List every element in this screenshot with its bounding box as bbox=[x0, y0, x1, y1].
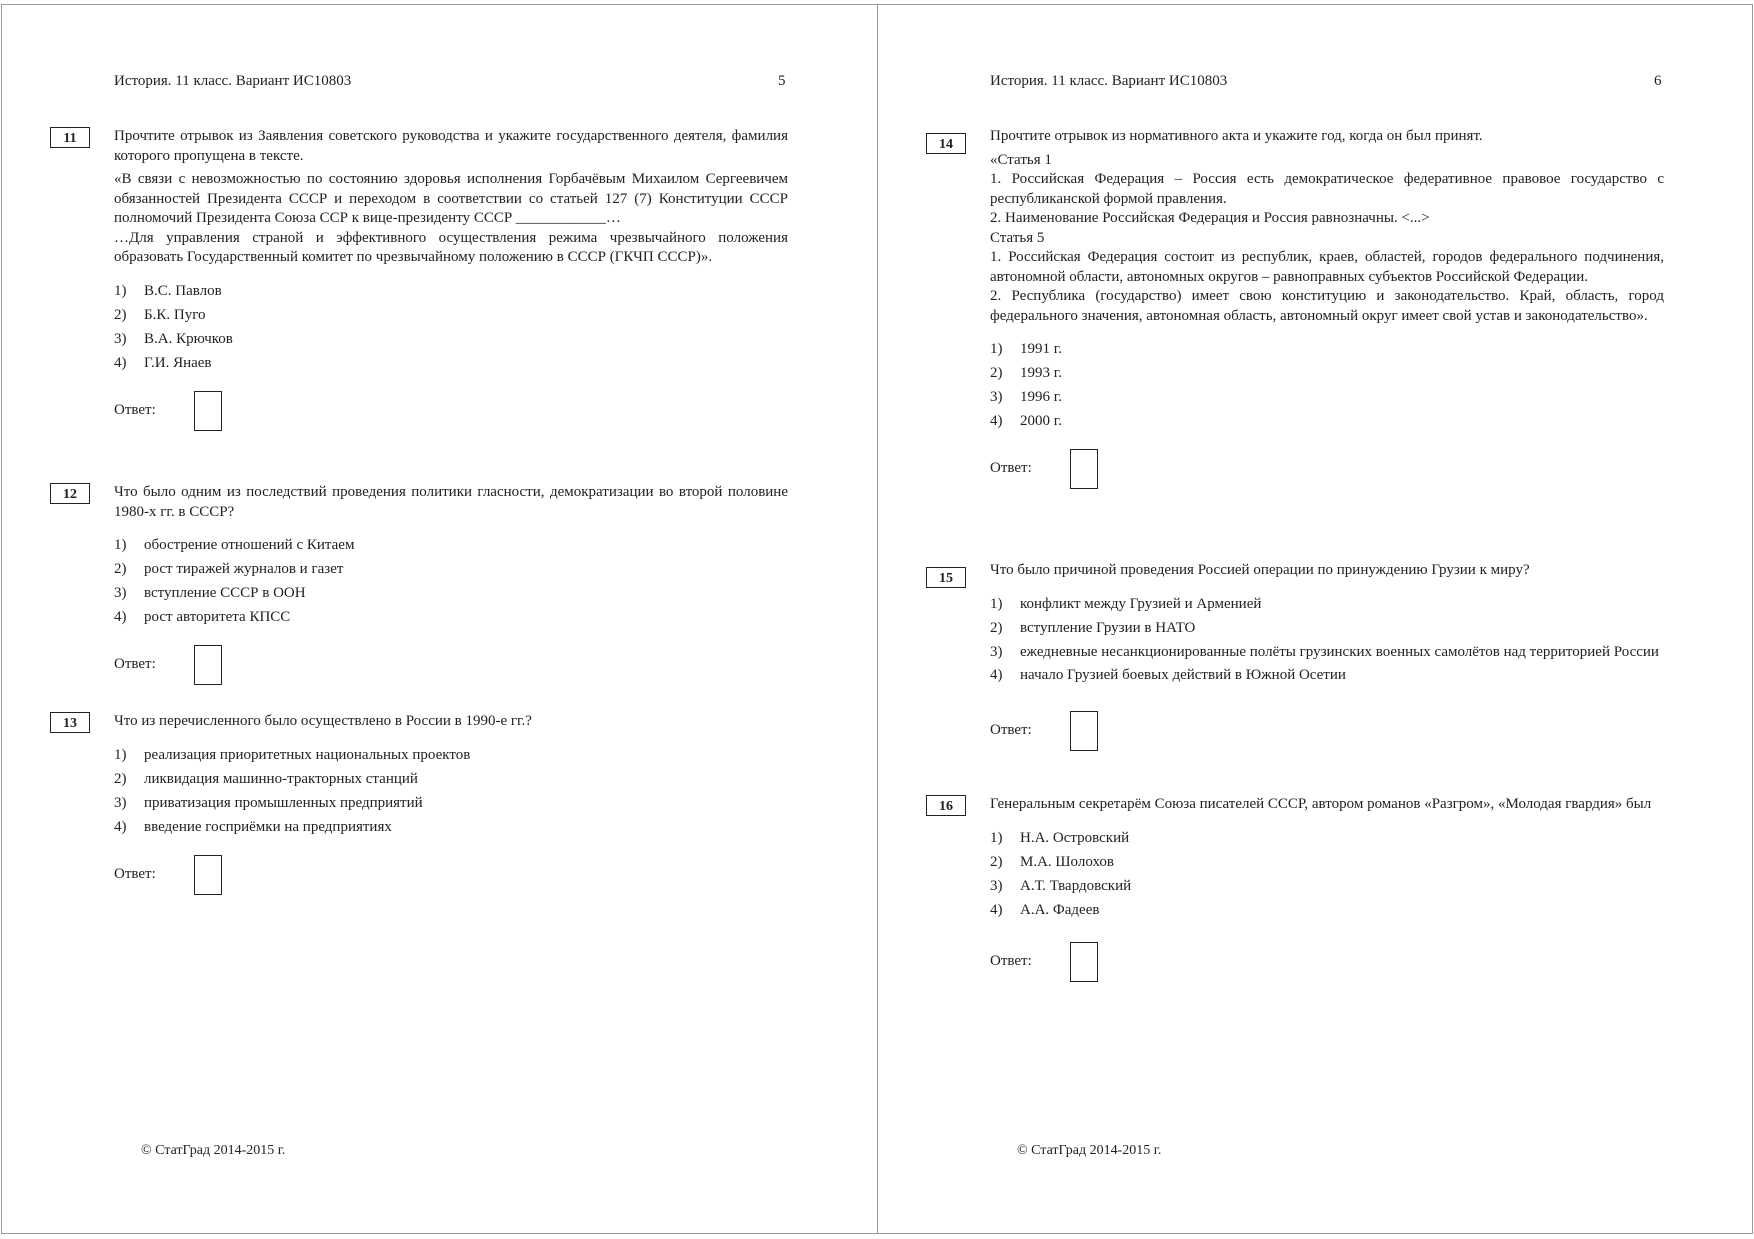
answer-box[interactable] bbox=[194, 855, 222, 895]
right-page bbox=[877, 4, 1753, 1234]
option-text: начало Грузией боевых действий в Южной Осетии bbox=[1020, 667, 1346, 684]
answer-label: Ответ: bbox=[114, 656, 156, 673]
option-text: вступление Грузии в НАТО bbox=[1020, 619, 1196, 636]
option-number: 3) bbox=[990, 877, 1003, 894]
answer-label: Ответ: bbox=[114, 401, 156, 418]
task-question: Генеральным секретарём Союза писателей СССР, автором романов «Разгром», «Молодая гвардия» был bbox=[990, 796, 1652, 812]
answer-label: Ответ: bbox=[114, 865, 156, 882]
task-number-badge: 13 bbox=[50, 712, 90, 733]
task-15 bbox=[939, 561, 1664, 752]
answer-option bbox=[990, 386, 1664, 410]
option-text: конфликт между Грузией и Арменией bbox=[1020, 595, 1262, 612]
option-text: Н.А. Островский bbox=[1020, 829, 1130, 846]
option-text: Г.И. Янаев bbox=[144, 354, 212, 371]
task-number-badge: 12 bbox=[50, 483, 90, 504]
answer-option bbox=[990, 593, 1664, 617]
answer-option bbox=[114, 816, 788, 840]
option-text: реализация приоритетных национальных проектов bbox=[144, 746, 471, 763]
option-number: 2) bbox=[114, 561, 127, 578]
option-text: ежедневные несанкционированные полёты грузинских военных самолётов над территорией России bbox=[1020, 643, 1659, 660]
answer-option bbox=[990, 899, 1664, 923]
option-number: 4) bbox=[990, 901, 1003, 918]
answer-options bbox=[990, 827, 1664, 923]
option-text: В.С. Павлов bbox=[144, 282, 222, 299]
option-text: А.Т. Твардовский bbox=[1020, 877, 1132, 894]
law-paragraph: 2. Республика (государство) имеет свою конституцию и законодательство. Край, область, город федерального значения, автономная область, автономный округ имеет свой устав и законодательство». bbox=[990, 288, 1664, 324]
option-text: М.А. Шолохов bbox=[1020, 853, 1114, 870]
task-12 bbox=[63, 483, 788, 686]
option-text: А.А. Фадеев bbox=[1020, 901, 1100, 918]
option-number: 4) bbox=[114, 609, 127, 626]
option-number: 4) bbox=[990, 667, 1003, 684]
task-11 bbox=[63, 127, 788, 432]
task-question: Прочтите отрывок из нормативного акта и укажите год, когда он был принят. bbox=[990, 128, 1483, 144]
option-number: 4) bbox=[990, 413, 1003, 430]
task-number-badge: 11 bbox=[50, 127, 90, 148]
option-number: 1) bbox=[114, 746, 127, 763]
answer-options bbox=[114, 534, 788, 630]
answer-option bbox=[990, 362, 1664, 386]
answer-options bbox=[114, 280, 788, 376]
answer-option bbox=[990, 338, 1664, 362]
option-number: 3) bbox=[114, 330, 127, 347]
option-text: 1996 г. bbox=[1020, 389, 1062, 406]
answer-row bbox=[114, 644, 788, 686]
answer-label: Ответ: bbox=[990, 722, 1032, 739]
answer-option bbox=[990, 827, 1664, 851]
answer-row bbox=[990, 448, 1664, 490]
answer-option bbox=[114, 558, 788, 582]
answer-option bbox=[114, 606, 788, 630]
answer-option bbox=[114, 328, 788, 352]
option-number: 2) bbox=[114, 306, 127, 323]
task-14 bbox=[939, 127, 1664, 490]
answer-option bbox=[990, 617, 1664, 641]
answer-option bbox=[990, 410, 1664, 434]
option-number: 1) bbox=[990, 829, 1003, 846]
option-text: вступление СССР в ООН bbox=[144, 585, 306, 602]
task-number-badge: 16 bbox=[926, 795, 966, 816]
option-text: 2000 г. bbox=[1020, 413, 1062, 430]
answer-option bbox=[114, 534, 788, 558]
option-text: обострение отношений с Китаем bbox=[144, 537, 355, 554]
answer-row bbox=[114, 854, 788, 896]
answer-box[interactable] bbox=[1070, 711, 1098, 751]
option-text: рост авторитета КПСС bbox=[144, 609, 291, 626]
answer-box[interactable] bbox=[1070, 942, 1098, 982]
page-number: 6 bbox=[1654, 73, 1662, 89]
page-footer: © СтатГрад 2014-2015 г. bbox=[141, 1143, 286, 1158]
task-number-badge: 14 bbox=[926, 133, 966, 154]
option-text: Б.К. Пуго bbox=[144, 306, 206, 323]
option-number: 3) bbox=[990, 643, 1003, 660]
answer-box[interactable] bbox=[194, 391, 222, 431]
answer-option bbox=[990, 851, 1664, 875]
answer-option bbox=[114, 280, 788, 304]
option-number: 1) bbox=[990, 341, 1003, 358]
answer-option bbox=[990, 664, 1664, 688]
answer-option bbox=[114, 352, 788, 376]
task-13 bbox=[63, 712, 788, 896]
option-number: 3) bbox=[990, 389, 1003, 406]
answer-option bbox=[114, 768, 788, 792]
answer-options bbox=[990, 338, 1664, 434]
option-number: 1) bbox=[114, 537, 127, 554]
task-question: Что было причиной проведения Россией операции по принуждению Грузии к миру? bbox=[990, 562, 1530, 578]
option-text: ликвидация машинно-тракторных станций bbox=[144, 770, 418, 787]
law-paragraph: 2. Наименование Российская Федерация и Россия равнозначны. <...> bbox=[990, 210, 1430, 226]
option-text: 1991 г. bbox=[1020, 341, 1062, 358]
option-text: введение госприёмки на предприятиях bbox=[144, 818, 392, 835]
law-paragraph: 1. Российская Федерация – Россия есть демократическое федеративное правовое государство с республиканской формой правления. bbox=[990, 171, 1664, 207]
option-number: 1) bbox=[990, 595, 1003, 612]
answer-row bbox=[114, 390, 788, 432]
page-header-title: История. 11 класс. Вариант ИС10803 bbox=[114, 73, 352, 89]
answer-option bbox=[114, 744, 788, 768]
answer-row bbox=[990, 710, 1664, 752]
answer-options bbox=[990, 593, 1664, 689]
option-text: приватизация промышленных предприятий bbox=[144, 794, 423, 811]
option-number: 2) bbox=[990, 619, 1003, 636]
quote-paragraph: …Для управления страной и эффективного осуществления режима чрезвычайного положения образовать Государственный комитет по чрезвычайному положению в СССР (ГКЧП СССР)». bbox=[114, 229, 788, 265]
answer-row bbox=[990, 941, 1664, 983]
option-text: В.А. Крючков bbox=[144, 330, 233, 347]
answer-option bbox=[990, 641, 1664, 665]
option-text: рост тиражей журналов и газет bbox=[144, 561, 344, 578]
answer-options bbox=[114, 744, 788, 840]
option-text: 1993 г. bbox=[1020, 365, 1062, 382]
option-number: 2) bbox=[990, 853, 1003, 870]
answer-option bbox=[114, 304, 788, 328]
answer-option bbox=[990, 875, 1664, 899]
answer-option bbox=[114, 792, 788, 816]
answer-option bbox=[114, 582, 788, 606]
option-number: 1) bbox=[114, 282, 127, 299]
task-16 bbox=[939, 795, 1664, 983]
left-page bbox=[1, 4, 878, 1234]
task-question: Что из перечисленного было осуществлено в России в 1990-е гг.? bbox=[114, 713, 532, 729]
option-number: 4) bbox=[114, 818, 127, 835]
option-number: 3) bbox=[114, 585, 127, 602]
task-question: Прочтите отрывок из Заявления советского руководства и укажите государственного деятеля, фамилия которого пропущена в тексте. bbox=[114, 128, 788, 164]
quote-paragraph: «В связи с невозможностью по состоянию здоровья исполнения Горбачёвым Михаилом Сергеевичем обязанностей Президента СССР и переходом в соответствии со статьей 127 (7) Конституции СССР полномочий Президента Союза ССР к вице-президенту СССР ____________… bbox=[114, 171, 788, 226]
page-header-title: История. 11 класс. Вариант ИС10803 bbox=[990, 73, 1228, 89]
law-paragraph: «Статья 1 bbox=[990, 151, 1052, 168]
option-number: 3) bbox=[114, 794, 127, 811]
option-number: 2) bbox=[114, 770, 127, 787]
option-number: 2) bbox=[990, 365, 1003, 382]
option-number: 4) bbox=[114, 354, 127, 371]
law-paragraph: 1. Российская Федерация состоит из республик, краев, областей, городов федерального подчинения, автономной области, автономных округов – равноправных субъектов Российской Федерации. bbox=[990, 249, 1664, 285]
answer-box[interactable] bbox=[194, 645, 222, 685]
answer-label: Ответ: bbox=[990, 460, 1032, 477]
task-question: Что было одним из последствий проведения политики гласности, демократизации во второй половине 1980-х гг. в СССР? bbox=[114, 484, 788, 520]
page-number: 5 bbox=[778, 73, 786, 89]
page-footer: © СтатГрад 2014-2015 г. bbox=[1017, 1143, 1162, 1158]
answer-box[interactable] bbox=[1070, 449, 1098, 489]
answer-label: Ответ: bbox=[990, 952, 1032, 969]
task-number-badge: 15 bbox=[926, 567, 966, 588]
law-paragraph: Статья 5 bbox=[990, 229, 1045, 246]
